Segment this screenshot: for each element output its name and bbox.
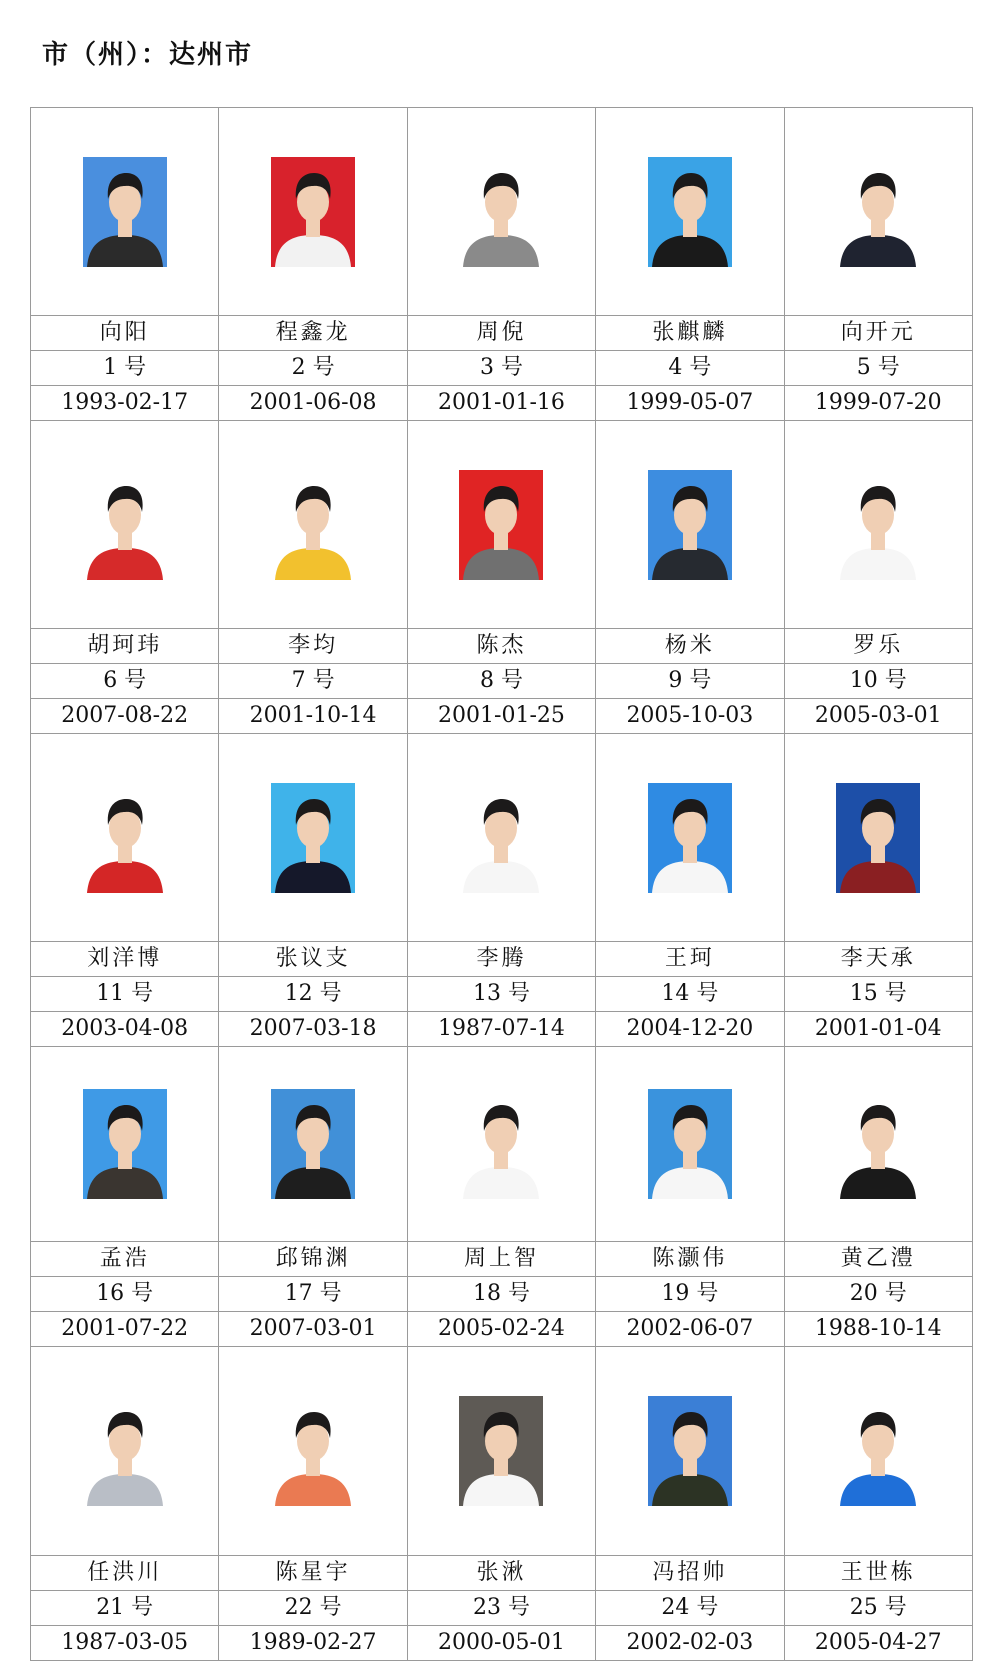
- player-name: 张议支: [219, 942, 406, 977]
- player-birthdate: 2007-03-01: [249, 1316, 377, 1341]
- player-name: 杨米: [596, 629, 783, 664]
- player-portrait-icon: [836, 1089, 920, 1199]
- player-card: [785, 421, 973, 734]
- player-birthdate: 2003-04-08: [61, 1016, 189, 1041]
- player-number: 15 号: [785, 977, 972, 1012]
- player-portrait-icon: [271, 783, 355, 893]
- player-name: 刘洋博: [31, 942, 218, 977]
- table-row: [31, 734, 973, 1047]
- player-portrait-icon: [836, 1396, 920, 1506]
- player-birthdate: 2007-08-22: [61, 703, 189, 728]
- player-name: 罗乐: [785, 629, 972, 664]
- player-number: 12 号: [219, 977, 406, 1012]
- player-birthdate: 2007-03-18: [249, 1016, 377, 1041]
- player-birthdate: 2000-05-01: [438, 1630, 565, 1655]
- player-portrait-icon: [836, 470, 920, 580]
- table-row: [31, 421, 973, 734]
- player-photo: [219, 421, 406, 629]
- player-name: 陈灏伟: [596, 1242, 783, 1277]
- player-portrait-icon: [648, 470, 732, 580]
- player-birthdate: 2005-04-27: [814, 1630, 942, 1655]
- player-card: [219, 108, 407, 421]
- player-number: 17 号: [219, 1277, 406, 1312]
- player-card: [596, 1347, 784, 1661]
- player-number: 13 号: [408, 977, 595, 1012]
- player-name: 胡珂玮: [31, 629, 218, 664]
- player-portrait-icon: [648, 157, 732, 267]
- player-number: 23 号: [408, 1591, 595, 1626]
- player-photo: [408, 1047, 595, 1242]
- player-portrait-icon: [648, 1396, 732, 1506]
- player-portrait-icon: [271, 1396, 355, 1506]
- player-name: 陈杰: [408, 629, 595, 664]
- player-portrait-icon: [83, 470, 167, 580]
- player-photo: [408, 1347, 595, 1556]
- player-card: [219, 421, 407, 734]
- player-name: 向阳: [31, 316, 218, 351]
- player-birthdate: 2001-01-04: [814, 1016, 942, 1041]
- player-photo: [408, 734, 595, 942]
- player-birthdate: 2001-10-14: [249, 703, 377, 728]
- player-photo: [785, 108, 972, 316]
- player-card: [596, 734, 784, 1047]
- player-card: [785, 734, 973, 1047]
- player-photo: [408, 108, 595, 316]
- player-card: [596, 1047, 784, 1347]
- player-photo: [596, 108, 783, 316]
- player-number: 19 号: [596, 1277, 783, 1312]
- player-photo: [219, 1047, 406, 1242]
- player-photo: [785, 1347, 972, 1556]
- player-name: 邱锦渊: [219, 1242, 406, 1277]
- player-name: 李腾: [408, 942, 595, 977]
- player-birthdate: 1988-10-14: [814, 1316, 942, 1341]
- player-card: [31, 421, 219, 734]
- player-portrait-icon: [459, 783, 543, 893]
- player-photo: [408, 421, 595, 629]
- player-name: 王珂: [596, 942, 783, 977]
- player-birthdate: 1987-07-14: [438, 1016, 565, 1041]
- player-number: 6 号: [31, 664, 218, 699]
- player-card: [31, 1047, 219, 1347]
- player-portrait-icon: [459, 470, 543, 580]
- player-roster-table: [30, 107, 973, 1661]
- player-birthdate: 1999-05-07: [626, 390, 754, 415]
- player-card: [219, 1347, 407, 1661]
- player-photo: [219, 734, 406, 942]
- player-number: 8 号: [408, 664, 595, 699]
- player-name: 张湫: [408, 1556, 595, 1591]
- player-card: [596, 108, 784, 421]
- player-portrait-icon: [83, 157, 167, 267]
- player-number: 2 号: [219, 351, 406, 386]
- player-portrait-icon: [836, 157, 920, 267]
- player-card: [31, 1347, 219, 1661]
- player-photo: [31, 421, 218, 629]
- player-number: 5 号: [785, 351, 972, 386]
- player-photo: [785, 421, 972, 629]
- table-row: [31, 1347, 973, 1661]
- player-number: 24 号: [596, 1591, 783, 1626]
- player-portrait-icon: [459, 1089, 543, 1199]
- player-photo: [219, 1347, 406, 1556]
- player-card: [219, 734, 407, 1047]
- player-birthdate: 1993-02-17: [61, 390, 189, 415]
- player-name: 任洪川: [31, 1556, 218, 1591]
- player-portrait-icon: [271, 470, 355, 580]
- player-number: 18 号: [408, 1277, 595, 1312]
- player-birthdate: 1989-02-27: [249, 1630, 377, 1655]
- player-photo: [219, 108, 406, 316]
- player-photo: [31, 734, 218, 942]
- player-portrait-icon: [648, 783, 732, 893]
- player-number: 10 号: [785, 664, 972, 699]
- player-birthdate: 2001-06-08: [249, 390, 377, 415]
- table-row: [31, 1047, 973, 1347]
- player-portrait-icon: [459, 157, 543, 267]
- player-name: 黄乙澧: [785, 1242, 972, 1277]
- player-number: 9 号: [596, 664, 783, 699]
- player-number: 4 号: [596, 351, 783, 386]
- player-number: 25 号: [785, 1591, 972, 1626]
- player-card: [596, 421, 784, 734]
- player-birthdate: 2001-01-25: [438, 703, 565, 728]
- player-name: 周倪: [408, 316, 595, 351]
- player-card: [31, 108, 219, 421]
- player-number: 3 号: [408, 351, 595, 386]
- player-photo: [596, 1047, 783, 1242]
- player-birthdate: 2004-12-20: [626, 1016, 754, 1041]
- player-portrait-icon: [459, 1396, 543, 1506]
- player-photo: [31, 108, 218, 316]
- player-birthdate: 2002-02-03: [626, 1630, 754, 1655]
- player-name: 周上智: [408, 1242, 595, 1277]
- player-card: [31, 734, 219, 1047]
- player-portrait-icon: [836, 783, 920, 893]
- player-name: 陈星宇: [219, 1556, 406, 1591]
- player-portrait-icon: [83, 1089, 167, 1199]
- player-portrait-icon: [648, 1089, 732, 1199]
- player-portrait-icon: [271, 1089, 355, 1199]
- player-number: 14 号: [596, 977, 783, 1012]
- player-number: 16 号: [31, 1277, 218, 1312]
- player-photo: [31, 1347, 218, 1556]
- player-photo: [596, 1347, 783, 1556]
- player-number: 20 号: [785, 1277, 972, 1312]
- player-name: 张麒麟: [596, 316, 783, 351]
- player-card: [408, 421, 596, 734]
- player-birthdate: 1999-07-20: [814, 390, 942, 415]
- table-row: [31, 108, 973, 421]
- player-card: [785, 1347, 973, 1661]
- player-photo: [31, 1047, 218, 1242]
- player-portrait-icon: [83, 1396, 167, 1506]
- player-name: 王世栋: [785, 1556, 972, 1591]
- player-birthdate: 2005-03-01: [814, 703, 942, 728]
- player-number: 11 号: [31, 977, 218, 1012]
- player-birthdate: 2001-01-16: [438, 390, 565, 415]
- player-name: 孟浩: [31, 1242, 218, 1277]
- player-card: [408, 1047, 596, 1347]
- player-birthdate: 2005-02-24: [438, 1316, 565, 1341]
- player-portrait-icon: [271, 157, 355, 267]
- player-name: 程鑫龙: [219, 316, 406, 351]
- player-photo: [785, 1047, 972, 1242]
- player-card: [408, 108, 596, 421]
- player-name: 向开元: [785, 316, 972, 351]
- player-photo: [596, 734, 783, 942]
- player-birthdate: 1987-03-05: [61, 1630, 189, 1655]
- player-card: [408, 1347, 596, 1661]
- player-photo: [785, 734, 972, 942]
- player-birthdate: 2001-07-22: [61, 1316, 189, 1341]
- player-name: 李均: [219, 629, 406, 664]
- player-number: 7 号: [219, 664, 406, 699]
- player-card: [785, 108, 973, 421]
- player-card: [408, 734, 596, 1047]
- player-birthdate: 2005-10-03: [626, 703, 754, 728]
- player-photo: [596, 421, 783, 629]
- player-birthdate: 2002-06-07: [626, 1316, 754, 1341]
- player-name: 冯招帅: [596, 1556, 783, 1591]
- page-title: 市（州）：达州市: [42, 40, 254, 70]
- player-name: 李天承: [785, 942, 972, 977]
- player-number: 21 号: [31, 1591, 218, 1626]
- player-card: [785, 1047, 973, 1347]
- player-number: 22 号: [219, 1591, 406, 1626]
- player-portrait-icon: [83, 783, 167, 893]
- player-card: [219, 1047, 407, 1347]
- player-number: 1 号: [31, 351, 218, 386]
